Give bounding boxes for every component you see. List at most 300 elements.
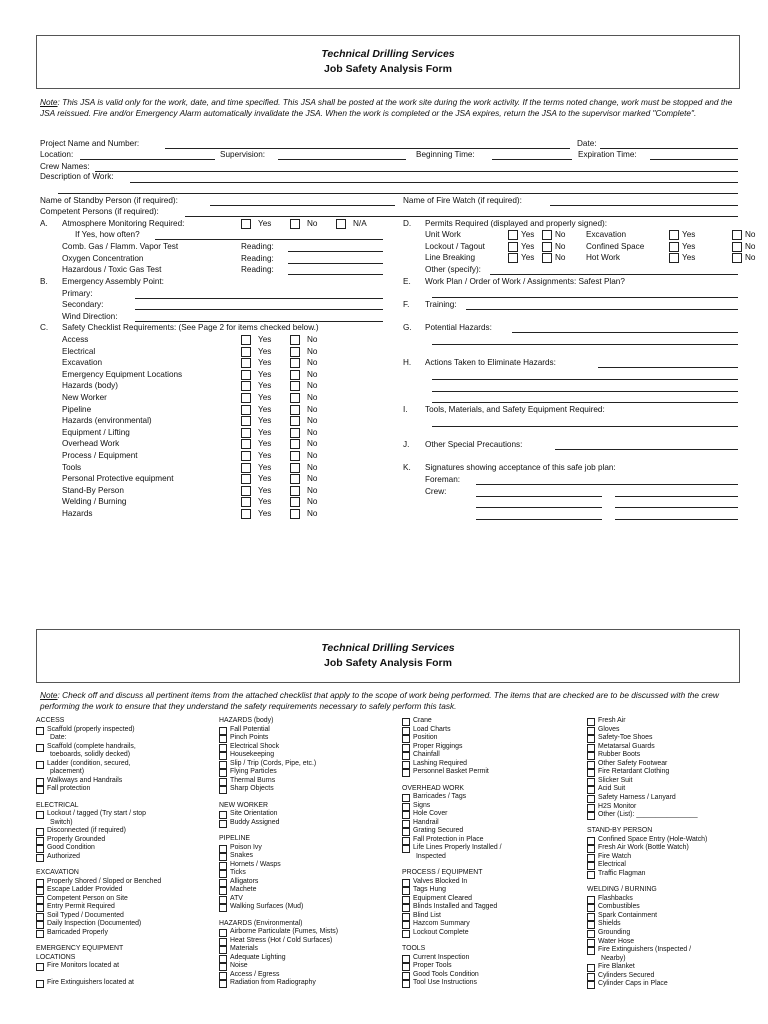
reading-label: Reading: <box>241 242 274 251</box>
project-label: Project Name and Number: <box>40 139 140 148</box>
expiration-time-field[interactable] <box>650 159 738 160</box>
permit-no-label: No <box>555 230 566 239</box>
checklist-item[interactable] <box>36 903 115 911</box>
checklist-item[interactable] <box>587 759 668 767</box>
checklist-item-label: Crane <box>413 717 432 724</box>
checklist-item[interactable] <box>219 776 276 784</box>
checklist-item[interactable] <box>402 929 469 937</box>
checklist-item-label: Tools <box>62 462 82 472</box>
potential-hazards-field[interactable] <box>512 332 738 333</box>
checklist-item-label: Buddy Assigned <box>230 818 280 826</box>
actions-field-line4[interactable] <box>432 402 738 403</box>
competent-field[interactable] <box>185 216 738 217</box>
checklist-item[interactable] <box>402 962 452 970</box>
checklist-section-heading: LOCATIONS <box>36 953 76 961</box>
permit-yes-checkbox[interactable] <box>508 230 518 240</box>
tools-field[interactable] <box>432 426 738 427</box>
checklist-item[interactable] <box>219 751 275 759</box>
atmosphere-na-label: N/A <box>353 219 367 228</box>
checklist-item[interactable] <box>219 818 280 826</box>
checklist-item[interactable] <box>402 979 477 987</box>
checklist-item[interactable] <box>402 751 440 759</box>
checklist-no-checkbox[interactable] <box>290 370 300 380</box>
checklist-item-label: Fresh Air Work (Bottle Watch) <box>598 844 689 852</box>
checklist-item[interactable] <box>587 734 653 742</box>
checklist-item[interactable] <box>36 920 142 928</box>
precautions-field[interactable] <box>555 449 738 450</box>
checklist-item[interactable] <box>219 877 259 885</box>
checklist-item[interactable] <box>219 869 246 877</box>
checklist-item[interactable] <box>587 870 646 878</box>
checklist-item[interactable] <box>36 835 106 843</box>
checklist-item-label: Fall protection <box>47 785 91 793</box>
checklist-yes-checkbox[interactable] <box>241 358 251 368</box>
checkbox[interactable] <box>36 811 44 819</box>
checklist-item-label: Grating Secured <box>413 827 464 835</box>
checklist-item-label: Ladder (condition, secured, <box>47 759 131 767</box>
permit-yes-checkbox[interactable] <box>508 253 518 263</box>
checklist-item-label: Alligators <box>230 877 259 885</box>
checklist-yes-checkbox[interactable] <box>241 486 251 496</box>
checklist-item[interactable] <box>587 903 640 911</box>
crew-signature-field[interactable] <box>476 507 602 508</box>
checkbox[interactable] <box>36 854 44 862</box>
checklist-no-checkbox[interactable] <box>290 393 300 403</box>
checklist-item[interactable] <box>402 903 498 911</box>
checklist-item[interactable] <box>402 953 470 961</box>
test-label: Comb. Gas / Flamm. Vapor Test <box>62 242 179 251</box>
checklist-item[interactable] <box>402 920 470 928</box>
checklist-item-label: Lockout / tagged (Try start / stop <box>47 810 146 818</box>
checklist-item[interactable] <box>587 844 689 852</box>
checklist-no-checkbox[interactable] <box>290 428 300 438</box>
checklist-yes-checkbox[interactable] <box>241 335 251 345</box>
beginning-time-field[interactable] <box>492 159 572 160</box>
company-name: Technical Drilling Services <box>321 48 455 60</box>
permit-no-checkbox[interactable] <box>732 253 742 263</box>
checklist-yes-label: Yes <box>258 335 272 344</box>
checklist-item-label: Blind List <box>413 911 441 919</box>
checklist-item[interactable] <box>219 810 278 818</box>
checklist-item-label: Excavation <box>62 358 103 368</box>
checklist-no-checkbox[interactable] <box>290 497 300 507</box>
checklist-yes-checkbox[interactable] <box>241 474 251 484</box>
checkbox[interactable] <box>36 786 44 794</box>
checklist-item[interactable] <box>587 980 668 988</box>
checklist-item[interactable] <box>587 963 635 971</box>
checklist-no-checkbox[interactable] <box>290 381 300 391</box>
checklist-yes-checkbox[interactable] <box>241 393 251 403</box>
actions-field[interactable] <box>598 367 738 368</box>
checklist-item[interactable] <box>402 725 451 733</box>
checklist-item[interactable] <box>587 725 620 733</box>
checklist-item-label: Flashbacks <box>598 894 633 902</box>
checklist-item-label: Fire Blanket <box>598 963 635 971</box>
checklist-item-continuation: Nearby) <box>601 954 626 962</box>
checklist-item[interactable] <box>402 810 448 818</box>
checklist-item[interactable] <box>402 835 484 843</box>
checklist-item-label: Hazards <box>62 509 93 518</box>
checklist-no-label: No <box>307 497 318 507</box>
test-label: Oxygen Concentration <box>62 254 144 263</box>
checkbox[interactable] <box>587 812 595 820</box>
work-plan-field[interactable] <box>432 297 738 298</box>
checklist-item-label: Good Condition <box>47 844 95 852</box>
checklist-item[interactable] <box>587 911 657 919</box>
checklist-item-label: Stand-By Person <box>62 485 124 495</box>
checklist-item[interactable] <box>36 886 123 894</box>
checklist-item[interactable] <box>219 970 280 978</box>
permit-no-checkbox[interactable] <box>542 242 552 252</box>
checkbox[interactable] <box>402 845 410 853</box>
checklist-item[interactable] <box>587 742 655 750</box>
checklist-item[interactable] <box>587 946 692 954</box>
crew-signature-field[interactable] <box>476 496 602 497</box>
checklist-item[interactable] <box>219 734 269 742</box>
section-a-letter: A. <box>40 219 48 228</box>
checklist-item-label: Housekeeping <box>230 751 275 759</box>
checklist-item-label: Equipment Cleared <box>413 894 472 902</box>
checkbox[interactable] <box>402 980 410 988</box>
checklist-item[interactable] <box>36 810 146 818</box>
checklist-section-heading: ELECTRICAL <box>36 801 79 809</box>
checklist-item-label: Welding / Burning <box>62 497 127 507</box>
checklist-item[interactable] <box>219 936 333 944</box>
checklist-yes-label: Yes <box>258 474 272 484</box>
checklist-item[interactable] <box>402 827 464 835</box>
checklist-item-label: Heat Stress (Hot / Cold Surfaces) <box>230 936 333 944</box>
checklist-item[interactable] <box>402 970 479 978</box>
checklist-no-checkbox[interactable] <box>290 405 300 415</box>
checklist-item[interactable] <box>219 979 316 987</box>
checklist-item-label: Personal Protective equipment <box>62 474 174 484</box>
checklist-item[interactable] <box>36 725 135 733</box>
permit-no-label: No <box>745 253 756 263</box>
checklist-item[interactable] <box>587 802 637 810</box>
checklist-item[interactable] <box>219 768 277 776</box>
checklist-no-checkbox[interactable] <box>290 451 300 461</box>
foreman-signature-field[interactable] <box>476 484 738 485</box>
checklist-section-heading: EXCAVATION <box>36 869 79 877</box>
checklist-item-label: Grounding <box>598 929 631 937</box>
checkbox[interactable] <box>36 761 44 769</box>
checklist-item[interactable] <box>587 937 635 945</box>
checklist-item[interactable] <box>402 717 432 724</box>
checklist-no-checkbox[interactable] <box>290 509 300 519</box>
checklist-yes-checkbox[interactable] <box>241 381 251 391</box>
checklist-section-heading: EMERGENCY EQUIPMENT <box>36 945 124 953</box>
checklist-item[interactable] <box>587 920 621 928</box>
actions-field-line3[interactable] <box>432 391 738 392</box>
checklist-section-heading: TOOLS <box>402 945 426 953</box>
description-field[interactable] <box>130 182 738 183</box>
checklist-yes-checkbox[interactable] <box>241 509 251 519</box>
checkbox[interactable] <box>36 980 44 988</box>
checklist-item[interactable] <box>587 852 632 860</box>
actions-field-line2[interactable] <box>432 379 738 380</box>
checklist-no-checkbox[interactable] <box>290 486 300 496</box>
checklist-item-label: Acid Suit <box>598 785 626 793</box>
checklist-item-label: Noise <box>230 962 248 970</box>
permit-yes-label: Yes <box>682 253 696 263</box>
permit-yes-checkbox[interactable] <box>508 242 518 252</box>
atmosphere-no-checkbox[interactable] <box>290 219 300 229</box>
permit-yes-checkbox[interactable] <box>669 253 679 263</box>
fire-watch-field[interactable] <box>550 205 738 206</box>
checklist-item[interactable] <box>587 861 626 869</box>
checkbox[interactable] <box>219 904 227 912</box>
crew-names-field[interactable] <box>95 171 738 172</box>
checklist-item[interactable] <box>587 929 631 937</box>
checklist-item[interactable] <box>402 911 441 919</box>
checklist-item[interactable] <box>587 768 670 776</box>
supervision-field[interactable] <box>278 159 406 160</box>
checkbox[interactable] <box>587 981 595 989</box>
permit-no-checkbox[interactable] <box>542 253 552 263</box>
description-field-line2[interactable] <box>58 193 738 194</box>
location-field[interactable] <box>80 159 215 160</box>
checklist-item[interactable] <box>587 793 676 801</box>
checklist-item-label: Tags Hung <box>413 886 446 894</box>
checklist-item-label: Electrical Shock <box>230 742 280 750</box>
checklist-item[interactable] <box>402 818 439 826</box>
checklist-item[interactable] <box>402 734 438 742</box>
checkbox[interactable] <box>587 947 595 955</box>
competent-label: Competent Persons (if required): <box>40 207 159 216</box>
section-k-title: Signatures showing acceptance of this safe job plan: <box>425 463 616 472</box>
checklist-item-label: Access / Egress <box>230 970 280 978</box>
checklist-no-label: No <box>307 404 318 414</box>
checklist-item-label: Pinch Points <box>230 734 269 742</box>
permit-no-checkbox[interactable] <box>542 230 552 240</box>
section-b-title: Emergency Assembly Point: <box>62 277 164 286</box>
checkbox[interactable] <box>36 963 44 971</box>
project-field[interactable] <box>165 148 570 149</box>
wind-direction-field[interactable] <box>135 321 383 322</box>
checklist-item-label: Slicker Suit <box>598 776 633 784</box>
date-field[interactable] <box>600 148 738 149</box>
checklist-item[interactable] <box>587 751 641 759</box>
checklist-item-label: New Worker <box>62 393 107 402</box>
supervision-label: Supervision: <box>220 150 266 159</box>
permit-other-field[interactable] <box>490 274 738 275</box>
checklist-yes-checkbox[interactable] <box>241 370 251 380</box>
section-c-title: Safety Checklist Requirements: (See Page 2 for items checked below.) <box>62 323 319 332</box>
checklist-no-checkbox[interactable] <box>290 347 300 357</box>
checklist-item[interactable] <box>36 776 123 784</box>
checklist-item[interactable] <box>587 717 626 724</box>
checklist-item[interactable] <box>587 835 708 843</box>
section-h-title: Actions Taken to Eliminate Hazards: <box>425 358 556 367</box>
checklist-yes-checkbox[interactable] <box>241 347 251 357</box>
checkbox[interactable] <box>587 871 595 879</box>
checklist-item-label: Rubber Boots <box>598 751 641 759</box>
checklist-item-label: Access <box>62 335 89 344</box>
checklist-yes-checkbox[interactable] <box>241 451 251 461</box>
checklist-item[interactable] <box>219 725 270 733</box>
checklist-item-label: Combustibles <box>598 903 640 911</box>
checklist-item[interactable] <box>402 768 489 776</box>
checklist-item-label: Radiation from Radiography <box>230 979 316 987</box>
reading-field[interactable] <box>288 263 383 264</box>
checklist-yes-label: Yes <box>258 393 272 402</box>
checkbox[interactable] <box>402 930 410 938</box>
checklist-item-label: Metatarsal Guards <box>598 742 655 750</box>
checklist-item-label: Fall Potential <box>230 725 270 733</box>
checklist-item[interactable] <box>36 877 162 885</box>
date-label: Date: <box>577 139 597 148</box>
checklist-no-label: No <box>307 416 318 426</box>
checklist-item[interactable] <box>219 860 281 868</box>
section-c-letter: C. <box>40 323 49 332</box>
checklist-item[interactable] <box>36 894 128 902</box>
checklist-item[interactable] <box>402 894 472 902</box>
checklist-no-checkbox[interactable] <box>290 416 300 426</box>
checklist-item-label: Other (List): ________________ <box>598 811 698 819</box>
permit-no-checkbox[interactable] <box>732 230 742 240</box>
checklist-item[interactable] <box>36 759 131 767</box>
page2-note <box>40 690 740 711</box>
checklist-item[interactable] <box>219 928 338 936</box>
checklist-item[interactable] <box>402 801 431 809</box>
checklist-item[interactable] <box>219 962 248 970</box>
checklist-item[interactable] <box>36 962 119 970</box>
checklist-item-label: Tool Use Instructions <box>413 979 477 987</box>
assembly-secondary-label: Secondary: <box>62 300 104 309</box>
checkbox[interactable] <box>36 930 44 938</box>
checklist-item[interactable] <box>402 759 468 767</box>
checklist-item[interactable] <box>402 844 502 852</box>
section-g-letter: G. <box>403 323 412 332</box>
checklist-item[interactable] <box>36 978 134 986</box>
checkbox[interactable] <box>36 727 44 735</box>
checklist-item[interactable] <box>219 742 280 750</box>
checklist-item[interactable] <box>219 945 258 953</box>
checklist-section-heading: PROCESS / EQUIPMENT <box>402 869 483 877</box>
checklist-item[interactable] <box>36 785 91 793</box>
checklist-yes-label: Yes <box>258 369 272 379</box>
crew-label: Crew: <box>425 487 447 496</box>
permit-yes-checkbox[interactable] <box>669 242 679 252</box>
page2-header-box <box>36 629 740 683</box>
checklist-item[interactable] <box>36 827 126 835</box>
checkbox[interactable] <box>219 820 227 828</box>
checklist-item[interactable] <box>587 776 633 784</box>
checklist-no-label: No <box>307 474 318 484</box>
checklist-no-checkbox[interactable] <box>290 335 300 345</box>
standby-field[interactable] <box>210 205 395 206</box>
checklist-item[interactable] <box>402 877 468 885</box>
checklist-item-label: Load Charts <box>413 725 451 733</box>
checklist-no-label: No <box>307 427 318 437</box>
checkbox[interactable] <box>219 786 227 794</box>
checklist-item[interactable] <box>36 852 80 860</box>
atmosphere-na-checkbox[interactable] <box>336 219 346 229</box>
checklist-item[interactable] <box>402 742 463 750</box>
checklist-no-checkbox[interactable] <box>290 439 300 449</box>
checklist-item[interactable] <box>219 903 304 911</box>
assembly-primary-field[interactable] <box>135 298 383 299</box>
potential-hazards-field-line2[interactable] <box>432 344 738 345</box>
checklist-item[interactable] <box>587 971 655 979</box>
checklist-item[interactable] <box>219 785 274 793</box>
crew-signature-field[interactable] <box>615 496 738 497</box>
crew-signature-field[interactable] <box>476 519 602 520</box>
checklist-item[interactable] <box>36 742 136 750</box>
checklist-item[interactable] <box>219 886 257 894</box>
checklist-item[interactable] <box>402 886 446 894</box>
crew-signature-field[interactable] <box>615 507 738 508</box>
assembly-secondary-field[interactable] <box>135 309 383 310</box>
checklist-yes-checkbox[interactable] <box>241 463 251 473</box>
checklist-no-checkbox[interactable] <box>290 463 300 473</box>
permit-label: Line Breaking <box>425 253 476 263</box>
checklist-no-label: No <box>307 439 318 449</box>
checklist-no-label: No <box>307 358 318 368</box>
checklist-yes-checkbox[interactable] <box>241 497 251 507</box>
permit-yes-checkbox[interactable] <box>669 230 679 240</box>
permit-no-label: No <box>555 253 566 263</box>
atmosphere-yes-label: Yes <box>258 219 272 228</box>
checklist-item-label: Barricaded Properly <box>47 929 108 937</box>
checklist-yes-checkbox[interactable] <box>241 405 251 415</box>
checklist-item[interactable] <box>219 759 317 767</box>
company-name: Technical Drilling Services <box>321 642 455 654</box>
note-label: Note <box>40 690 58 700</box>
reading-field[interactable] <box>288 274 383 275</box>
checklist-item-label: Fire Watch <box>598 852 632 860</box>
checklist-item-label: Chainfall <box>413 751 440 759</box>
permit-no-checkbox[interactable] <box>732 242 742 252</box>
checklist-yes-checkbox[interactable] <box>241 416 251 426</box>
checklist-item-continuation: Switch) <box>50 818 73 826</box>
section-f-letter: F. <box>403 300 410 309</box>
checklist-item-label: Snakes <box>230 852 253 860</box>
checkbox[interactable] <box>219 980 227 988</box>
checklist-yes-checkbox[interactable] <box>241 439 251 449</box>
checklist-item[interactable] <box>587 894 633 902</box>
checklist-item[interactable] <box>36 911 124 919</box>
how-often-field[interactable] <box>155 239 383 240</box>
checklist-item[interactable] <box>219 894 243 902</box>
checklist-no-checkbox[interactable] <box>290 474 300 484</box>
checklist-item[interactable] <box>587 811 698 819</box>
checklist-item-label: Shields <box>598 920 621 928</box>
how-often-label: If Yes, how often? <box>75 230 140 239</box>
checklist-item[interactable] <box>402 793 467 801</box>
training-field[interactable] <box>466 309 738 310</box>
reading-field[interactable] <box>288 251 383 252</box>
checkbox[interactable] <box>402 769 410 777</box>
crew-signature-field[interactable] <box>615 519 738 520</box>
checklist-no-checkbox[interactable] <box>290 358 300 368</box>
atmosphere-yes-checkbox[interactable] <box>241 219 251 229</box>
checklist-yes-checkbox[interactable] <box>241 428 251 438</box>
checklist-item[interactable] <box>219 953 286 961</box>
checklist-item-label: Site Orientation <box>230 810 278 818</box>
section-g-title: Potential Hazards: <box>425 323 492 332</box>
checklist-item[interactable] <box>587 785 626 793</box>
section-j-title: Other Special Precautions: <box>425 440 523 449</box>
checklist-item-label: Signs <box>413 801 431 809</box>
checklist-item[interactable] <box>36 929 108 937</box>
checklist-item[interactable] <box>219 852 253 860</box>
checklist-no-label: No <box>307 346 318 356</box>
checklist-item-label: Fresh Air <box>598 717 626 724</box>
checkbox[interactable] <box>36 744 44 752</box>
checklist-item[interactable] <box>36 844 95 852</box>
checklist-item[interactable] <box>219 843 262 851</box>
